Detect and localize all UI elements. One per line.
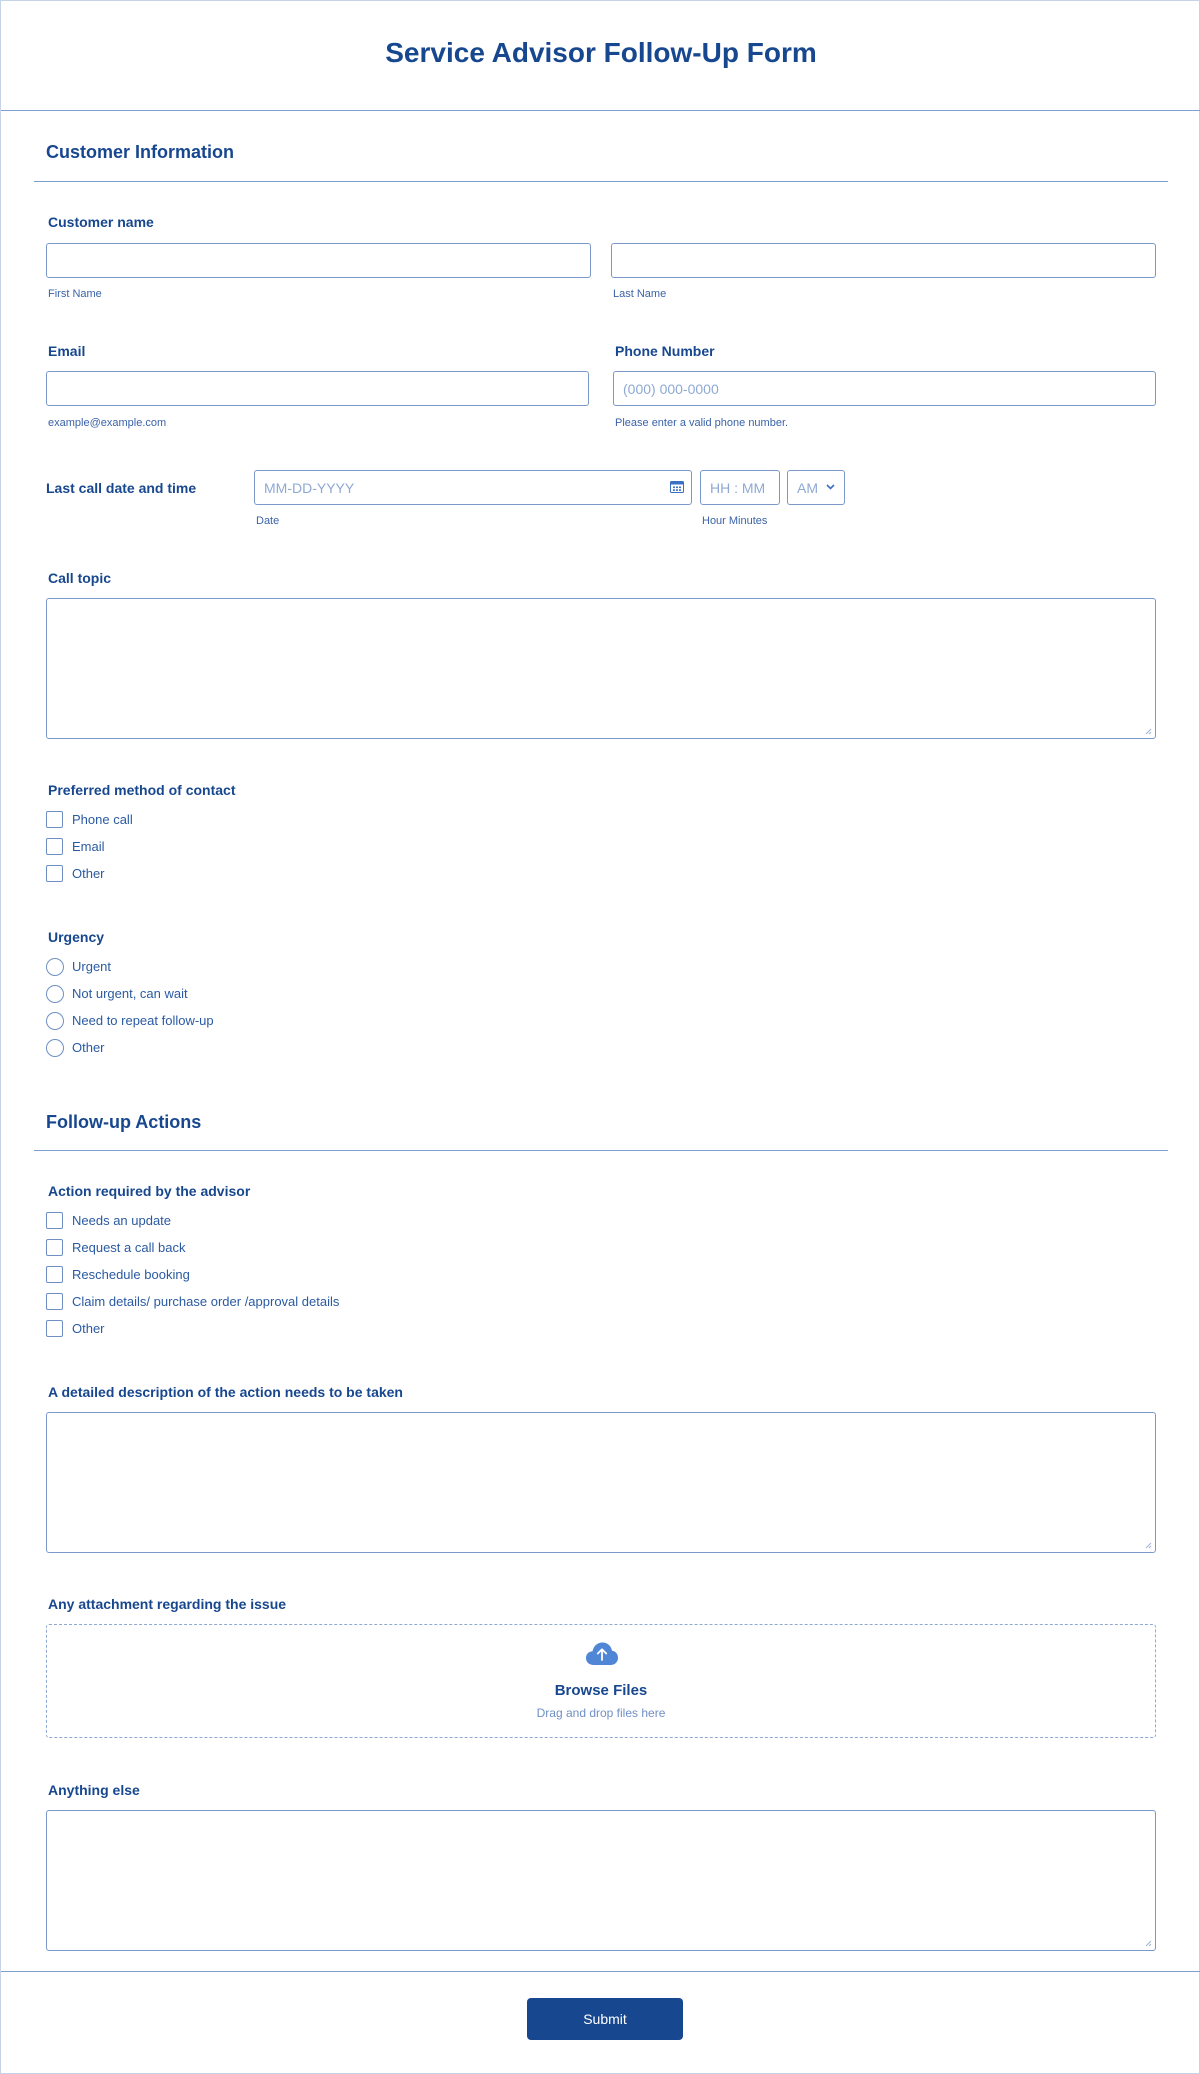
first-name-sublabel: First Name bbox=[48, 288, 102, 300]
date-sublabel: Date bbox=[256, 515, 280, 527]
email-sublabel: example@example.com bbox=[48, 417, 167, 429]
anything-else-label: Anything else bbox=[48, 1782, 140, 1798]
radio[interactable] bbox=[46, 1012, 64, 1030]
phone-label: Phone Number bbox=[615, 343, 715, 359]
date-input[interactable] bbox=[254, 470, 692, 505]
form-title: Service Advisor Follow-Up Form bbox=[385, 37, 817, 68]
last-name-input[interactable] bbox=[611, 243, 1156, 278]
section-title-followup: Follow-up Actions bbox=[46, 1112, 202, 1132]
checkbox[interactable] bbox=[46, 1293, 63, 1310]
anything-else-textarea[interactable] bbox=[46, 1810, 1156, 1951]
description-label: A detailed description of the action needs to be taken bbox=[48, 1384, 403, 1400]
resize-grip-icon[interactable] bbox=[1144, 727, 1152, 735]
email-label: Email bbox=[48, 343, 86, 359]
call-topic-textarea[interactable] bbox=[46, 598, 1156, 739]
urgency-label: Urgency bbox=[48, 929, 105, 945]
last-name-sublabel: Last Name bbox=[613, 288, 667, 300]
checkbox[interactable] bbox=[46, 1320, 63, 1337]
calendar-icon[interactable] bbox=[670, 480, 684, 493]
checkbox[interactable] bbox=[46, 811, 63, 828]
call-topic-label: Call topic bbox=[48, 570, 112, 586]
radio[interactable] bbox=[46, 985, 64, 1003]
first-name-input[interactable] bbox=[46, 243, 591, 278]
file-upload-dropzone[interactable] bbox=[46, 1624, 1156, 1738]
checkbox[interactable] bbox=[46, 865, 63, 882]
last-call-label: Last call date and time bbox=[46, 480, 197, 496]
ampm-value: AM bbox=[797, 480, 818, 496]
section-divider bbox=[34, 181, 1168, 182]
time-sublabel: Hour Minutes bbox=[702, 515, 768, 527]
form-header bbox=[1, 1, 1200, 111]
phone-input[interactable] bbox=[613, 371, 1156, 406]
section-divider bbox=[34, 1150, 1168, 1151]
description-textarea[interactable] bbox=[46, 1412, 1156, 1553]
resize-grip-icon[interactable] bbox=[1144, 1939, 1152, 1947]
customer-name-label: Customer name bbox=[48, 214, 154, 230]
checkbox[interactable] bbox=[46, 1266, 63, 1283]
resize-grip-icon[interactable] bbox=[1144, 1541, 1152, 1549]
phone-sublabel: Please enter a valid phone number. bbox=[615, 417, 789, 429]
submit-button[interactable]: Submit bbox=[527, 1998, 683, 2040]
chevron-down-icon bbox=[826, 484, 835, 490]
ampm-select[interactable] bbox=[787, 470, 845, 505]
time-input[interactable] bbox=[700, 470, 780, 505]
checkbox[interactable] bbox=[46, 1239, 63, 1256]
attachment-label: Any attachment regarding the issue bbox=[48, 1596, 287, 1612]
browse-files-label[interactable]: Browse Files bbox=[554, 1682, 648, 1699]
checkbox[interactable] bbox=[46, 838, 63, 855]
radio[interactable] bbox=[46, 1039, 64, 1057]
cloud-upload-icon bbox=[585, 1641, 619, 1667]
action-required-label: Action required by the advisor bbox=[48, 1183, 251, 1199]
checkbox[interactable] bbox=[46, 1212, 63, 1229]
contact-method-label: Preferred method of contact bbox=[48, 782, 236, 798]
drag-drop-hint: Drag and drop files here bbox=[536, 1706, 666, 1720]
section-title-customer-info: Customer Information bbox=[46, 142, 235, 162]
footer-divider bbox=[1, 1971, 1200, 1972]
email-input[interactable] bbox=[46, 371, 589, 406]
date-field[interactable] bbox=[254, 470, 692, 505]
radio[interactable] bbox=[46, 958, 64, 976]
form-page: Service Advisor Follow-Up Form Customer Information Customer name First Name Last Name Email example@example.com Phone Number (000) 000-0000 Please enter a valid phone number. Last call date and time MM-DD-YYYY HH : MM AM Date Hour Minutes Call topic Preferred method of contact Phone call Email Other Urgency Urgent Not urgent, can wait Need to repeat follow-up Other Follow-up Actions Action required by the advisor Needs an update Request a call back Reschedule booking Claim details/ purchase order /approval details Other A detailed description of the action needs to be taken Any attachment regarding the issue Browse Files Drag and drop files here Anything else Submit bbox=[0, 0, 1200, 2074]
